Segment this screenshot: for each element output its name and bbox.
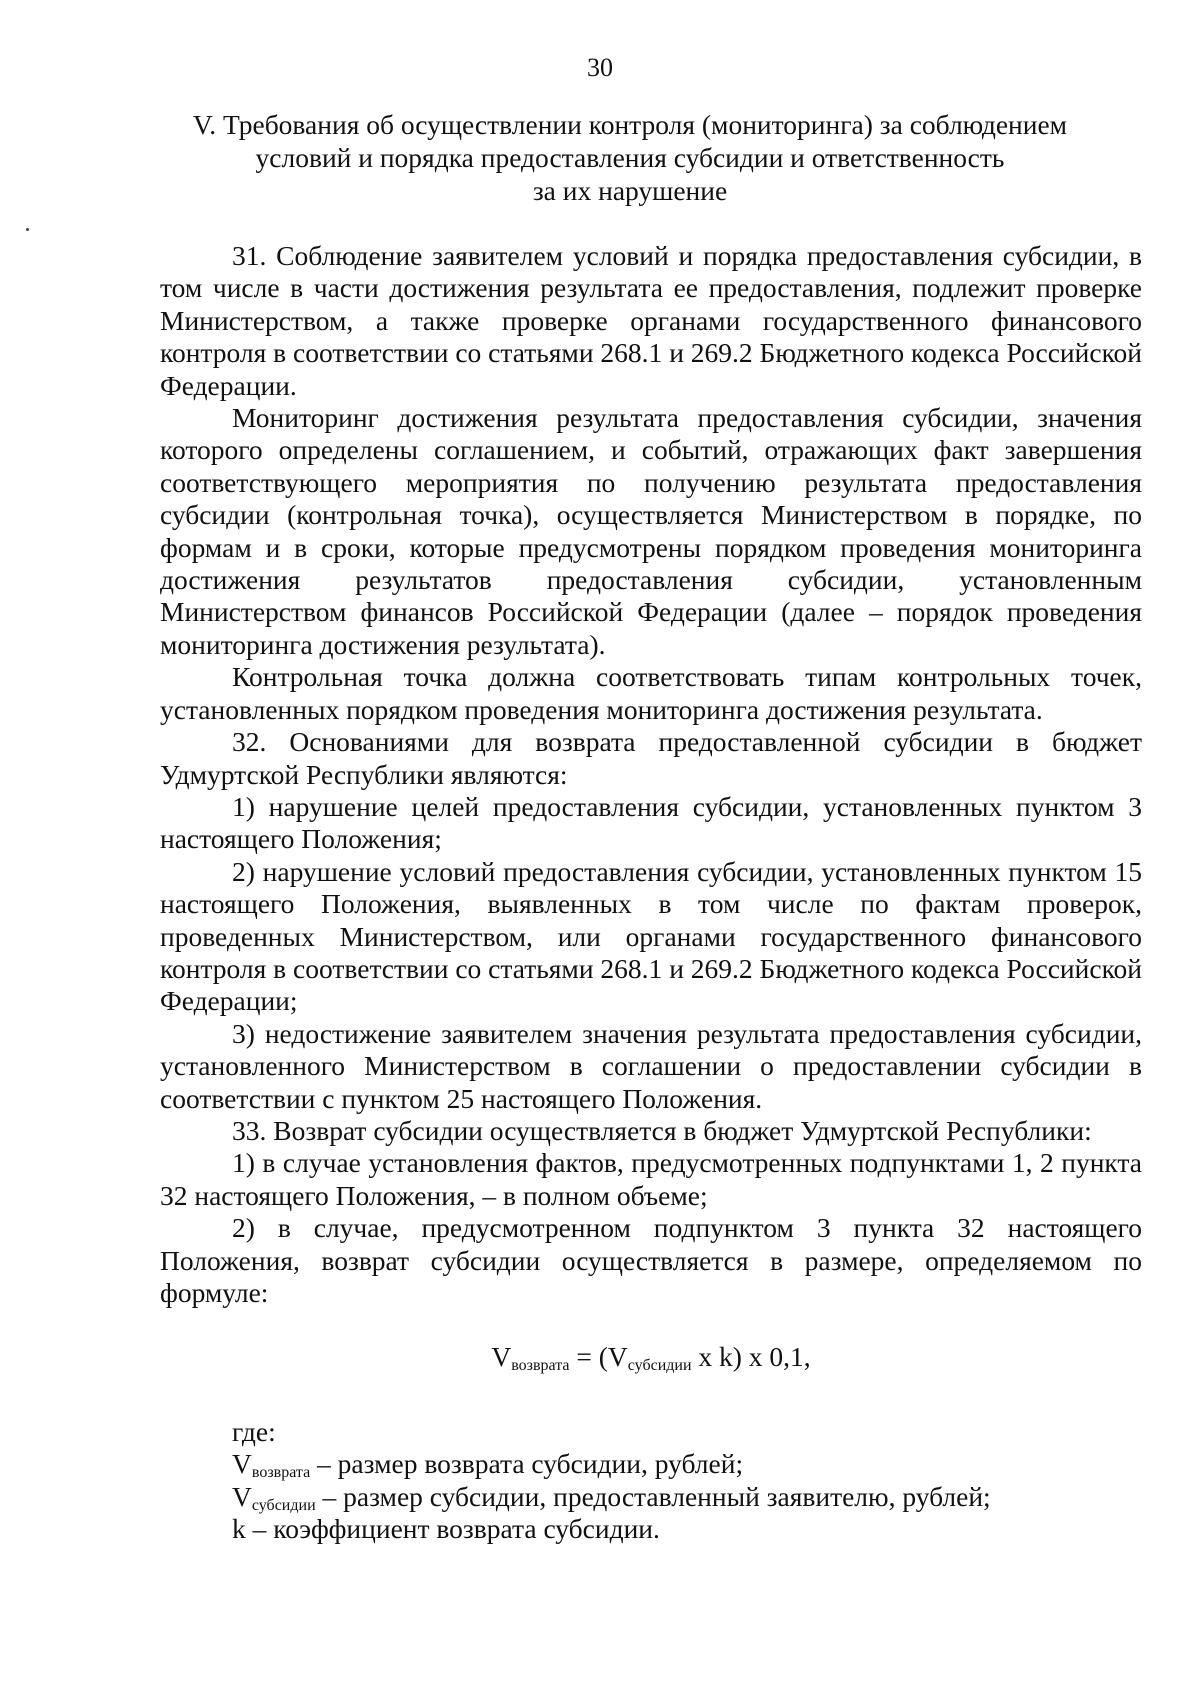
- definition-text: – коэффициент возврата субсидии.: [245, 1513, 660, 1545]
- paragraph-31: 31. Соблюдение заявителем условий и порядка предоставления субсидии, в том числе в части достижения результата ее предоставления, подлежит проверке Министерством, а также проверке органами государственного финансового контроля в соответствии со статьями 268.1 и 269.2 Бюджетного кодекса Российской Федерации.: [160, 240, 1142, 401]
- section-heading-line: за их нарушение: [532, 175, 728, 206]
- definition-subscript: субсидии: [251, 1496, 316, 1514]
- formula-symbol: V: [491, 1341, 512, 1373]
- definition-subscript: возврата: [251, 1464, 311, 1482]
- definition-text: – размер субсидии, предоставленный заявителю, рублей;: [315, 1480, 991, 1512]
- definition-symbol: k: [232, 1513, 246, 1545]
- section-heading-line: условий и порядка предоставления субсидии и ответственность: [255, 142, 1005, 173]
- definition-k: [160, 1513, 1142, 1545]
- formula-subscript-return: возврата: [511, 1357, 570, 1375]
- paragraph-monitoring: Мониторинг достижения результата предоставления субсидии, значения которого определены соглашением, и событий, отражающих факт завершения соответствующего мероприятия по получению результата предоставления субсидии (контрольная точка), осуществляется Министерством в порядке, по формам и в сроки, которые предусмотрены порядком проведения мониторинга достижения результатов предоставления субсидии, установленным Министерством финансов Российской Федерации (далее – порядок проведения мониторинга достижения результата).: [160, 402, 1142, 660]
- formula-subscript-subsidy: субсидии: [627, 1357, 692, 1375]
- paragraph-33-item-1: 1) в случае установления фактов, предусмотренных подпунктами 1, 2 пункта 32 настоящего Положения, – в полном объеме;: [160, 1147, 1142, 1211]
- where-label: где:: [232, 1415, 276, 1447]
- formula-rest: x k) x 0,1,: [691, 1341, 811, 1373]
- document-body: [160, 240, 1142, 1545]
- paragraph-32-item-1: 1) нарушение целей предоставления субсидии, установленных пунктом 3 настоящего Положения;: [160, 790, 1142, 855]
- paragraph-32-item-2: 2) нарушение условий предоставления субсидии, установленных пунктом 15 настоящего Положения, выявленных в том числе по фактам проверок, проведенных Министерством, или органами государственного финансового контроля в соответствии со статьями 268.1 и 269.2 Бюджетного кодекса Российской Федерации;: [160, 855, 1142, 1017]
- definition-v-return: [160, 1448, 1142, 1480]
- definition-v-subsidy: [160, 1481, 1142, 1513]
- paragraph-33-item-2: 2) в случае, предусмотренном подпунктом 3 пункта 32 настоящего Положения, возврат субсидии осуществляется в размере, определяемом по формуле:: [160, 1212, 1142, 1308]
- section-heading: [150, 108, 1110, 207]
- paragraph-32: 32. Основаниями для возврата предоставленной субсидии в бюджет Удмуртской Республики являются:: [160, 726, 1142, 790]
- formula-equals: = (V: [569, 1341, 628, 1373]
- scan-artifact-dot: [26, 228, 29, 231]
- definition-text: – размер возврата субсидии, рублей;: [310, 1448, 744, 1480]
- paragraph-33: 33. Возврат субсидии осуществляется в бюджет Удмуртской Республики:: [232, 1114, 1092, 1146]
- return-formula: [160, 1341, 1142, 1373]
- page-number: 30: [587, 53, 613, 82]
- paragraph-32-item-3: 3) недостижение заявителем значения результата предоставления субсидии, установленного Министерством в соглашении о предоставлении субсидии в соответствии с пунктом 25 настоящего Положения.: [160, 1017, 1142, 1114]
- definition-symbol: V: [232, 1448, 252, 1480]
- definition-symbol: V: [232, 1480, 252, 1512]
- paragraph-control-point: Контрольная точка должна соответствовать типам контрольных точек, установленных порядком проведения мониторинга достижения результата.: [160, 661, 1142, 725]
- section-heading-line: V. Требования об осуществлении контроля (мониторинга) за соблюдением: [192, 109, 1068, 140]
